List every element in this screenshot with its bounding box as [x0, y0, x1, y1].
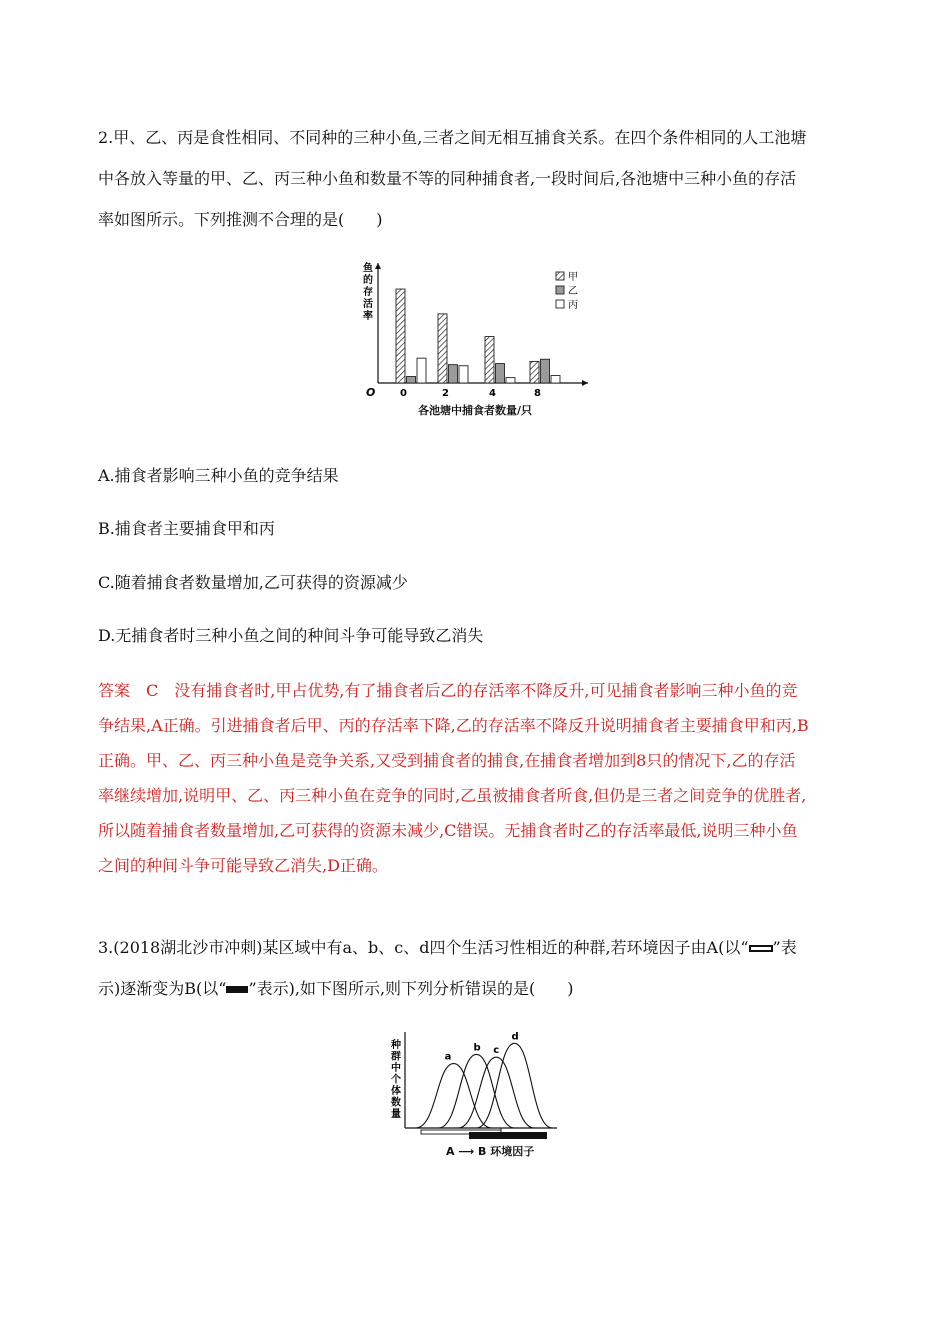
- bar-甲-0: [396, 289, 405, 383]
- q3-stem-line-2: [98, 972, 858, 1007]
- bar-乙-4: [496, 364, 505, 383]
- legend-swatch-乙: [556, 286, 564, 294]
- chart1-x-arrow: [582, 380, 588, 386]
- chart1-y-axis-label: 鱼的存活率: [363, 263, 373, 322]
- legend-swatch-甲: [556, 272, 564, 280]
- filled-bar-symbol: [226, 986, 248, 993]
- bar-丙-0: [417, 358, 426, 383]
- q2-answer-line-1: 答案 C 没有捕食者时,甲占优势,有了捕食者后乙的存活率不降反升,可见捕食者影响三种小鱼的竞: [98, 681, 798, 700]
- bar-丙-2: [459, 366, 468, 383]
- q3-line2-text-a: 示)逐渐变为B(以“: [98, 979, 227, 998]
- curve-label-b: b: [473, 1042, 481, 1054]
- q2-stem-line-1: 2.甲、乙、丙是食性相同、不同种的三种小鱼,三者之间无相互捕食关系。在四个条件相同的人工池塘: [98, 128, 807, 147]
- survival-rate-bar-chart: [350, 255, 610, 425]
- curve-label-c: c: [493, 1045, 500, 1057]
- chart1-y-arrow: [375, 263, 381, 269]
- q3-line2-text-b: ”表示),如下图所示,则下列分析错误的是( ): [248, 979, 574, 998]
- curve-label-a: a: [444, 1051, 452, 1063]
- chart2-x-start-label: A: [446, 1145, 455, 1158]
- bar-丙-4: [506, 378, 515, 383]
- q2-option-d: D.无捕食者时三种小鱼之间的种间斗争可能导致乙消失: [98, 626, 484, 645]
- q3-stem-line-1: [98, 931, 858, 966]
- q2-answer-line-2: 争结果,A正确。引进捕食者后甲、丙的存活率下降,乙的存活率不降反升说明捕食者主要捕食甲和丙,B: [98, 716, 809, 735]
- q2-answer-line-6: 之间的种间斗争可能导致乙消失,D正确。: [98, 856, 388, 875]
- legend-label-甲: 甲: [568, 272, 578, 283]
- legend-label-丙: 丙: [568, 300, 578, 311]
- open-bar-symbol: [749, 945, 773, 952]
- q2-answer-line-3: 正确。甲、乙、丙三种小鱼是竞争关系,又受到捕食者的捕食,在捕食者增加到8只的情况下,乙的存活: [98, 751, 796, 770]
- bar-甲-4: [485, 337, 494, 383]
- env-factor-b-bar: [469, 1132, 547, 1139]
- chart1-tick-label-8: 8: [534, 388, 541, 399]
- bar-甲-8: [530, 361, 539, 383]
- curve-a: [416, 1064, 492, 1128]
- chart1-x-axis-label: 各池塘中捕食者数量/只: [418, 404, 533, 417]
- q2-option-b: B.捕食者主要捕食甲和丙: [98, 519, 275, 538]
- q2-option-a: A.捕食者影响三种小鱼的竞争结果: [98, 466, 339, 485]
- q2-option-c: C.随着捕食者数量增加,乙可获得的资源减少: [98, 573, 408, 592]
- q2-stem-line-3: 率如图所示。下列推测不合理的是( ): [98, 210, 383, 229]
- bar-丙-8: [551, 375, 560, 383]
- curve-c: [458, 1057, 534, 1128]
- bar-乙-0: [407, 377, 416, 383]
- chart1-origin-label: O: [366, 386, 376, 399]
- q2-stem-line-2: 中各放入等量的甲、乙、丙三种小鱼和数量不等的同种捕食者,一段时间后,各池塘中三种小鱼的存活: [98, 169, 797, 188]
- chart2-x-axis-caption: [446, 1143, 534, 1159]
- curve-d: [476, 1043, 552, 1128]
- q3-line1-text-b: ”表: [772, 938, 797, 957]
- bar-乙-2: [449, 365, 458, 383]
- q2-answer-line-4: 率继续增加,说明甲、乙、丙三种小鱼在竞争的同时,乙虽被捕食者所食,但仍是三者之间竞争的优胜者,: [98, 786, 807, 805]
- curve-label-d: d: [511, 1031, 519, 1043]
- arrow-right-icon: ⟶: [458, 1145, 475, 1158]
- chart1-tick-label-4: 4: [489, 388, 496, 399]
- q3-line1-text-a: 3.(2018湖北沙市冲刺)某区域中有a、b、c、d四个生活习性相近的种群,若环境因子由A(以“: [98, 938, 749, 957]
- bar-甲-2: [438, 314, 447, 383]
- chart1-tick-label-0: 0: [400, 388, 407, 399]
- legend-swatch-丙: [556, 300, 564, 308]
- legend-label-乙: 乙: [568, 286, 578, 297]
- chart2-x-end-label: B: [477, 1145, 487, 1158]
- q2-answer-line-5: 所以随着捕食者数量增加,乙可获得的资源未减少,C错误。无捕食者时乙的存活率最低,说明三种小鱼: [98, 821, 798, 840]
- chart2-y-axis-label: 种群中个体数量: [391, 1040, 401, 1120]
- chart1-tick-label-2: 2: [442, 388, 449, 399]
- chart2-x-axis-label: 环境因子: [490, 1145, 535, 1158]
- bar-乙-8: [541, 359, 550, 383]
